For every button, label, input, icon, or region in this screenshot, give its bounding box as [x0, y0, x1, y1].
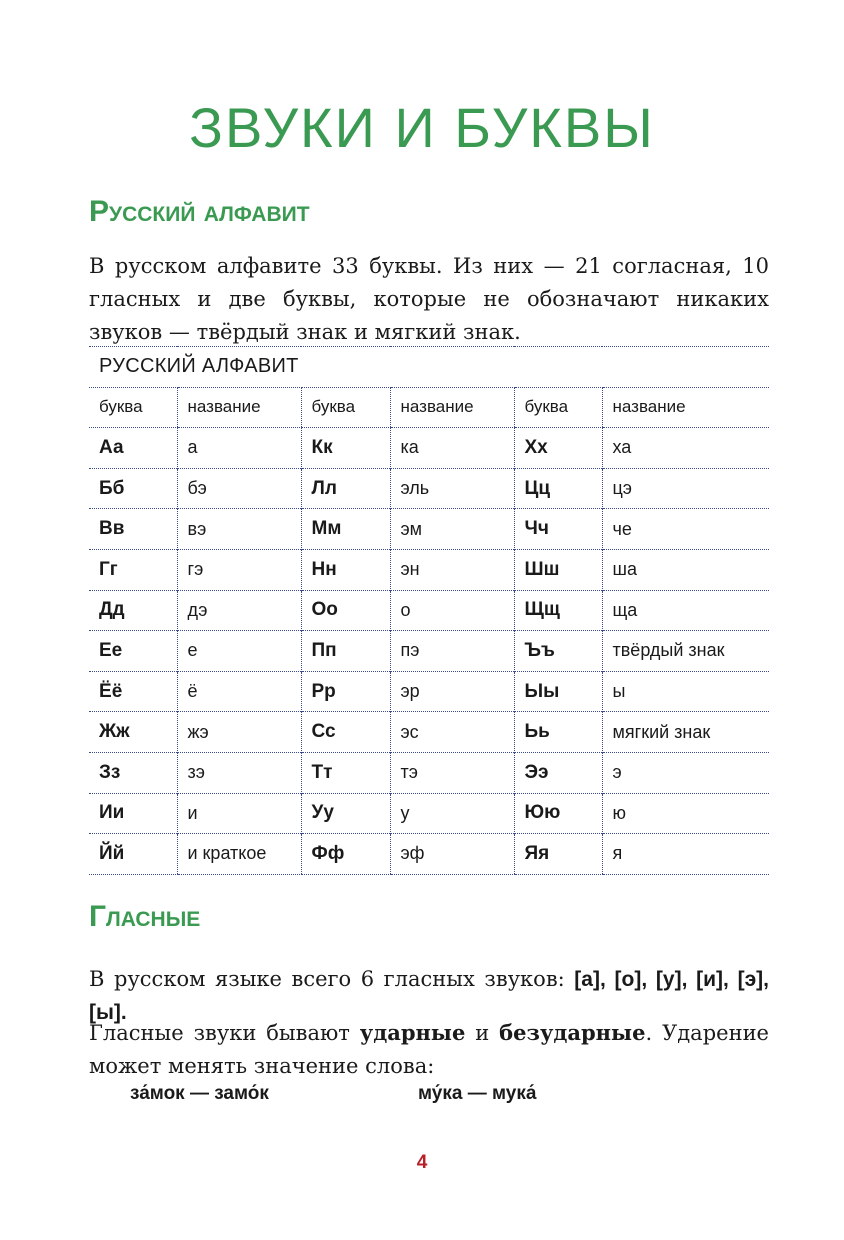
- letter-name-cell: е: [177, 631, 301, 672]
- column-header: буква: [89, 387, 177, 428]
- table-row: [89, 834, 769, 875]
- stress-paragraph: [89, 1016, 769, 1083]
- stress-examples: [130, 1083, 536, 1105]
- letter-cell: Яя: [514, 834, 602, 875]
- column-header: название: [177, 387, 301, 428]
- letter-name-cell: эр: [390, 671, 514, 712]
- letter-cell: Ээ: [514, 752, 602, 793]
- letter-name-cell: и краткое: [177, 834, 301, 875]
- table-row: [89, 590, 769, 631]
- stress-text-2: и: [465, 1021, 500, 1045]
- letter-name-cell: цэ: [602, 468, 769, 509]
- letter-cell: Лл: [301, 468, 390, 509]
- example-zamok: за́мок — замо́к: [130, 1083, 269, 1104]
- stress-bold-stressed: ударные: [359, 1020, 466, 1045]
- page-number: 4: [416, 1152, 428, 1173]
- letter-cell: Чч: [514, 509, 602, 550]
- table-row: [89, 468, 769, 509]
- letter-cell: Мм: [301, 509, 390, 550]
- letter-cell: Хх: [514, 428, 602, 469]
- letter-cell: Уу: [301, 793, 390, 834]
- section-heading-vowels: Гласные: [89, 900, 201, 933]
- letter-cell: Жж: [89, 712, 177, 753]
- letter-name-cell: эф: [390, 834, 514, 875]
- letter-cell: Юю: [514, 793, 602, 834]
- letter-cell: Гг: [89, 549, 177, 590]
- table-row: [89, 793, 769, 834]
- table-caption: РУССКИЙ АЛФАВИТ: [89, 347, 769, 388]
- table-row: [89, 428, 769, 469]
- letter-cell: Зз: [89, 752, 177, 793]
- letter-name-cell: я: [602, 834, 769, 875]
- table-row: [89, 671, 769, 712]
- stress-text-1: Гласные звуки бывают: [89, 1021, 360, 1045]
- letter-name-cell: ща: [602, 590, 769, 631]
- table-row: [89, 752, 769, 793]
- letter-name-cell: че: [602, 509, 769, 550]
- letter-cell: Ьь: [514, 712, 602, 753]
- table-row: [89, 549, 769, 590]
- letter-cell: Кк: [301, 428, 390, 469]
- table-row: [89, 509, 769, 550]
- letter-name-cell: тэ: [390, 752, 514, 793]
- letter-name-cell: эн: [390, 549, 514, 590]
- letter-name-cell: бэ: [177, 468, 301, 509]
- letter-name-cell: жэ: [177, 712, 301, 753]
- letter-name-cell: у: [390, 793, 514, 834]
- letter-cell: Тт: [301, 752, 390, 793]
- letter-cell: Ъъ: [514, 631, 602, 672]
- letter-name-cell: эм: [390, 509, 514, 550]
- letter-name-cell: ы: [602, 671, 769, 712]
- letter-name-cell: эс: [390, 712, 514, 753]
- letter-name-cell: мягкий знак: [602, 712, 769, 753]
- stress-bold-unstressed: безударные: [499, 1020, 646, 1045]
- page-title: ЗВУКИ И БУКВЫ: [189, 96, 655, 159]
- letter-name-cell: ка: [390, 428, 514, 469]
- letter-cell: Рр: [301, 671, 390, 712]
- letter-cell: Вв: [89, 509, 177, 550]
- letter-name-cell: ё: [177, 671, 301, 712]
- letter-name-cell: вэ: [177, 509, 301, 550]
- letter-cell: Йй: [89, 834, 177, 875]
- column-header: буква: [514, 387, 602, 428]
- letter-name-cell: ха: [602, 428, 769, 469]
- letter-cell: Аа: [89, 428, 177, 469]
- column-header: название: [602, 387, 769, 428]
- letter-name-cell: ша: [602, 549, 769, 590]
- column-header: название: [390, 387, 514, 428]
- letter-cell: Дд: [89, 590, 177, 631]
- letter-name-cell: э: [602, 752, 769, 793]
- letter-cell: Пп: [301, 631, 390, 672]
- letter-cell: Фф: [301, 834, 390, 875]
- stress-text-3: . Ударение может менять значение слова:: [89, 1021, 769, 1078]
- letter-cell: Бб: [89, 468, 177, 509]
- letter-cell: Шш: [514, 549, 602, 590]
- letter-cell: Ии: [89, 793, 177, 834]
- letter-cell: Ёё: [89, 671, 177, 712]
- example-muka: му́ка — мука́: [418, 1083, 537, 1104]
- section-heading-alphabet: Русский алфавит: [89, 195, 310, 228]
- vowels-count-text: В русском языке всего 6 гласных звуков:: [89, 967, 575, 991]
- letter-name-cell: эль: [390, 468, 514, 509]
- alphabet-intro-paragraph: В русском алфавите 33 буквы. Из них — 21 согласная, 10 гласных и две буквы, которые не обозначают никаких звуков — твёрдый знак и мягкий знак.: [89, 254, 769, 344]
- letter-name-cell: пэ: [390, 631, 514, 672]
- letter-cell: Нн: [301, 549, 390, 590]
- letter-name-cell: и: [177, 793, 301, 834]
- letter-cell: Сс: [301, 712, 390, 753]
- letter-cell: Щщ: [514, 590, 602, 631]
- table-row: [89, 712, 769, 753]
- letter-cell: Цц: [514, 468, 602, 509]
- column-header: буква: [301, 387, 390, 428]
- letter-name-cell: твёрдый знак: [602, 631, 769, 672]
- letter-cell: Ыы: [514, 671, 602, 712]
- letter-name-cell: ю: [602, 793, 769, 834]
- table-row: [89, 631, 769, 672]
- alphabet-table: [89, 346, 769, 875]
- letter-name-cell: а: [177, 428, 301, 469]
- letter-name-cell: дэ: [177, 590, 301, 631]
- letter-name-cell: о: [390, 590, 514, 631]
- letter-name-cell: зэ: [177, 752, 301, 793]
- letter-name-cell: гэ: [177, 549, 301, 590]
- letter-cell: Ее: [89, 631, 177, 672]
- letter-cell: Оо: [301, 590, 390, 631]
- vowel-sounds-list: [а], [о], [у], [и], [э], [ы].: [89, 968, 769, 1024]
